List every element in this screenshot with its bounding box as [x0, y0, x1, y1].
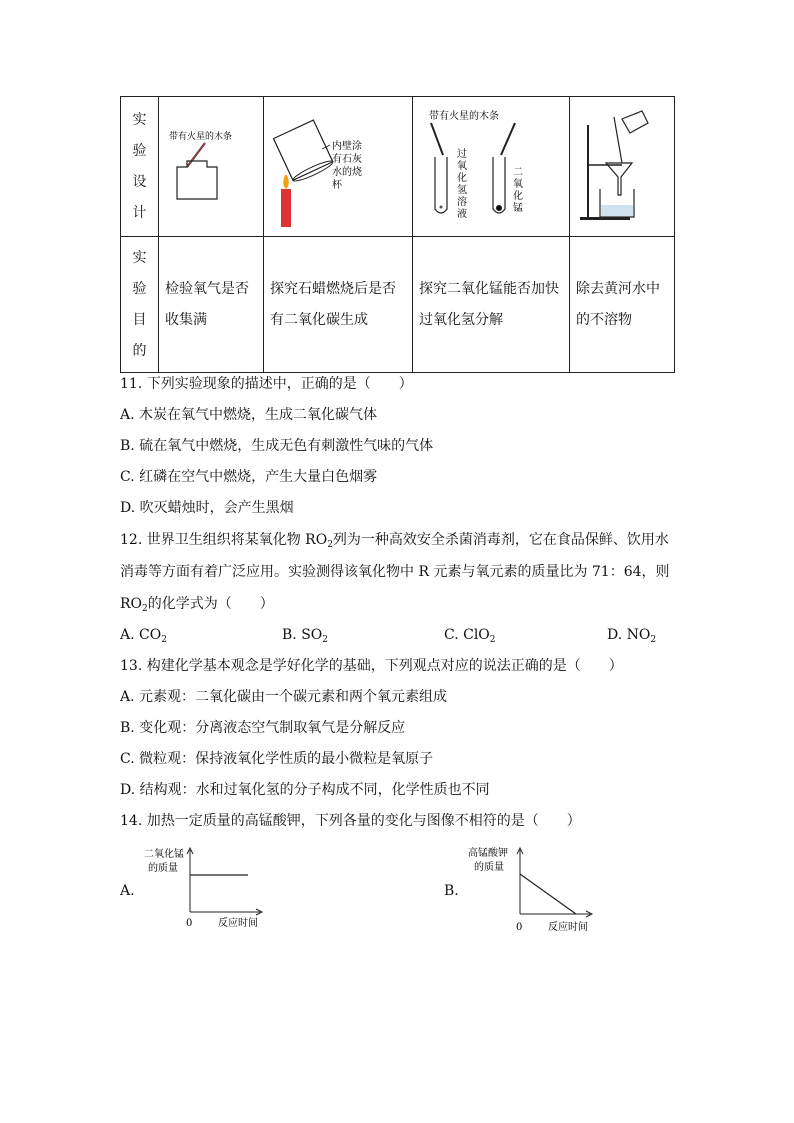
graph-a-ylabel: 的质量 [148, 863, 178, 874]
funnel [606, 163, 632, 195]
graph-b-origin: 0 [516, 922, 523, 933]
left-splint [431, 123, 443, 155]
test-tube-illustration [413, 97, 569, 232]
header-char: 目 [132, 311, 147, 328]
header-char: 实 [132, 249, 147, 266]
beaker-label-line: 内壁涂 [332, 141, 362, 152]
test-tube-left [435, 157, 447, 213]
splint-label: 带有火星的木条 [169, 132, 233, 142]
q11-option-d: D. 吹灭蜡烛时，会产生黑烟 [120, 500, 294, 516]
q11-option-c: C. 红磷在空气中燃烧，产生大量白色烟雾 [120, 469, 378, 485]
purpose-line: 过氧化氢分解 [419, 311, 503, 328]
header-char: 实 [132, 111, 147, 128]
candle-beaker-illustration [264, 97, 412, 232]
purpose-line: 的不溶物 [576, 311, 632, 328]
design-row [121, 97, 675, 237]
svg-text:锰: 锰 [513, 203, 523, 214]
purpose-line: 除去黄河水中 [576, 280, 660, 297]
q12-option-a: A. $CO_2$ [120, 627, 167, 645]
svg-text:氢: 氢 [457, 185, 467, 196]
header-char: 验 [132, 280, 147, 297]
purpose-cell-3 [413, 237, 570, 373]
gas-bottle-splint-illustration [159, 97, 263, 232]
filtration-diagram [570, 97, 675, 237]
q13-option-c: C. 微粒观：保持液氧化学性质的最小微粒是氧原子 [120, 751, 434, 767]
q14-option-b-letter: B. [444, 883, 459, 899]
purpose-row [121, 237, 675, 373]
q13-stem: 13. 构建化学基本观念是学好化学的基础，下列观点对应的说法正确的是（ ） [120, 658, 623, 674]
q11-option-a: A. 木炭在氧气中燃烧，生成二氧化碳气体 [120, 407, 378, 423]
q12-line-1: 12. 世界卫生组织将某氧化物 $RO_2$列为一种高效安全杀菌消毒剂，它在食品保鲜、饮用水 [120, 532, 669, 550]
candle [281, 189, 291, 227]
glass-rod [614, 117, 622, 163]
svg-text:化: 化 [457, 173, 467, 184]
header-char: 的 [132, 342, 147, 359]
q12-option-b: B. $SO_2$ [282, 627, 328, 645]
svg-text:溶: 溶 [457, 197, 467, 208]
graph-b-line [520, 874, 576, 914]
purpose-line: 探究石蜡燃烧后是否 [270, 280, 396, 297]
graph-a-origin: 0 [186, 918, 193, 929]
oxygen-test-diagram [159, 97, 264, 237]
candle-flame [283, 175, 289, 189]
purpose-cell-4 [570, 237, 675, 373]
inverted-beaker [273, 120, 334, 184]
design-header [121, 97, 159, 237]
filtrate [601, 205, 633, 216]
q14-graph-a [138, 842, 278, 934]
q11-stem: 11. 下列实验现象的描述中，正确的是（ ） [120, 376, 413, 392]
purpose-cell-2 [264, 237, 413, 373]
header-char: 验 [132, 142, 147, 159]
q13-option-d: D. 结构观：水和过氧化氢的分子构成不同，化学性质也不同 [120, 782, 490, 798]
pouring-beaker [622, 111, 648, 133]
graph-b-ylabel: 高锰酸钾 [468, 848, 508, 859]
candle-diagram [264, 97, 413, 237]
mno2-powder [496, 205, 502, 211]
q14-graph-b [466, 842, 606, 937]
q12-option-c: C. ClO$_2$ [444, 627, 496, 645]
header-char: 设 [132, 173, 147, 190]
purpose-line: 收集满 [165, 311, 207, 328]
beaker-label-line: 有石灰 [332, 154, 362, 165]
q12-line-3: $RO_2$的化学式为（ ） [120, 596, 274, 614]
svg-text:氧: 氧 [457, 161, 467, 172]
experiment-table [120, 96, 675, 373]
svg-text:化: 化 [513, 191, 523, 202]
q11-option-b: B. 硫在氧气中燃烧，生成无色有刺激性气味的气体 [120, 438, 434, 454]
q12-line-2: 消毒等方面有着广泛应用。实验测得该氧化物中 R 元素与氧元素的质量比为 71：64，则 [120, 564, 670, 580]
graph-b-xlabel: 反应时间 [548, 922, 588, 933]
beaker-label-line: 水的烧 [332, 167, 362, 178]
svg-text:二: 二 [513, 167, 523, 178]
mno2-label [513, 167, 523, 214]
svg-text:氧: 氧 [513, 179, 523, 190]
q12-option-d: D. $NO_2$ [607, 627, 657, 645]
svg-text:液: 液 [457, 209, 467, 220]
splint-ember [187, 143, 205, 167]
purpose-line: 探究二氧化锰能否加快 [419, 280, 559, 297]
q13-option-b: B. 变化观：分离液态空气制取氧气是分解反应 [120, 720, 406, 736]
svg-text:过: 过 [457, 149, 467, 160]
beaker-label-line: 杯 [332, 180, 342, 191]
catalyst-diagram [413, 97, 570, 237]
q14-stem: 14. 加热一定质量的高锰酸钾，下列各量的变化与图像不相符的是（ ） [120, 813, 581, 829]
graph-a-ylabel: 二氧化锰 [144, 849, 184, 860]
filtration-apparatus-illustration [570, 97, 674, 232]
h2o2-label [457, 147, 467, 220]
bubbles [440, 206, 443, 209]
q13-option-a: A. 元素观：二氧化碳由一个碳元素和两个氧元素组成 [120, 689, 448, 705]
right-splint [501, 123, 515, 155]
gas-bottle [177, 161, 217, 199]
purpose-line: 有二氧化碳生成 [270, 311, 368, 328]
q14-option-a-letter: A. [120, 883, 135, 899]
purpose-line: 检验氧气是否 [165, 280, 249, 297]
purpose-header [121, 237, 159, 373]
graph-b-ylabel: 的质量 [474, 862, 504, 873]
splint-label: 带有火星的木条 [429, 111, 499, 122]
test-tube-right [493, 157, 505, 213]
header-char: 计 [132, 204, 147, 221]
graph-a-xlabel: 反应时间 [218, 918, 258, 929]
purpose-cell-1 [159, 237, 264, 373]
